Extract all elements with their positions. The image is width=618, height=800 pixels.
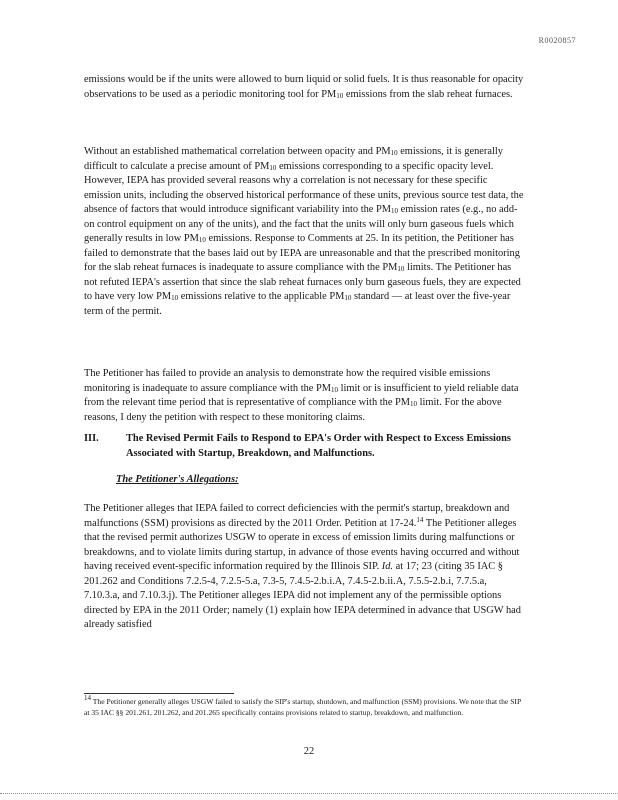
footnote xyxy=(84,694,524,718)
text-segment: The Petitioner has failed to provide an analysis to demonstrate how the required visible emissions monitoring is inadequate to assure compliance with the PM xyxy=(84,368,491,394)
text-segment: emissions from the slab reheat furnaces. xyxy=(343,88,513,100)
subheading: The Petitioner's Allegations: xyxy=(116,474,239,485)
pm-subscript: 10 xyxy=(269,163,277,172)
text-segment: limit. For the above reasons, I deny the petition with respect to these monitoring claims. xyxy=(84,397,502,423)
pm-subscript: 10 xyxy=(344,294,352,302)
footnote-marker: 14 xyxy=(84,694,91,702)
pm-subscript: 10 xyxy=(171,294,179,302)
text-segment: Without an established mathematical correlation between opacity and PM xyxy=(84,146,391,157)
scan-artifact-line xyxy=(0,793,618,794)
text-segment: emissions. Response to Comments at 25. In its petition, the Petitioner has failed to demonstrate that the bases laid out by IEPA are unreasonable and that the prescribed monitoring for the slab reheat furnaces is inadequate to assure compliance with the PM xyxy=(84,233,520,273)
text-segment: emission rates (e.g., no add-on control equipment on any of the units), and the fact that the units will only burn gaseous fuels which generally results in low PM xyxy=(84,204,518,244)
pm-subscript: 10 xyxy=(391,207,399,215)
pm-subscript: 10 xyxy=(397,265,405,273)
citation-id: Id. xyxy=(381,561,394,572)
text-segment: The Petitioner alleges that the revised permit authorizes USGW to operate in excess of emission limits during malfunctions or breakdowns, and to violate limits during startup, in advance of those events having occurred and without having received event-specific information required by the Illinois SIP. xyxy=(84,517,520,572)
pm-subscript: 10 xyxy=(390,149,398,157)
text-segment: limit or is insufficient to yield reliable data from the relevant time period that is representative of compliance with the PM xyxy=(84,382,519,408)
pm-subscript: 10 xyxy=(198,236,206,244)
text-segment: emissions would be if the units were allowed to burn liquid or solid fuels. It is thus reasonable for opacity observations to be used as a periodic monitoring tool for PM xyxy=(84,74,524,100)
text-segment: standard — at least over the five-year term of the permit. xyxy=(84,291,511,317)
text-segment: The Petitioner alleges that IEPA failed to correct deficiencies with the permit's startup, breakdown and malfunctions (SSM) provisions as directed by the 2011 Order. Petition at 17-24. xyxy=(84,503,510,529)
footnote-text: The Petitioner generally alleges USGW failed to satisfy the SIP's startup, shutdown, and malfunction (SSM) provisions. We note that the SIP at 35 IAC §§ 201.261, 201.262, and 201.265 specifically contains provisions related to startup, breakdown, and malfunction. xyxy=(84,697,521,717)
text-segment: emissions relative to the applicable PM xyxy=(178,291,345,302)
paragraph-4 xyxy=(84,502,524,633)
paragraph-1 xyxy=(84,73,524,102)
text-segment: emissions, it is generally difficult to calculate a precise amount of PM xyxy=(84,146,503,172)
paragraph-2 xyxy=(84,145,524,319)
pm-subscript: 10 xyxy=(331,385,339,394)
pm-subscript: 10 xyxy=(336,91,344,100)
section-number: III. xyxy=(84,433,99,444)
text-segment: at 17; 23 (citing 35 IAC § 201.262 and Conditions 7.2.5-4, 7.2.5-5.a, 7.3-5, 7.4.5-2.b.i.A, 7.4.5-2.b.ii.A, 7.5.5-2.b.i, 7.7.5.a, 7.10.3.a, and 7.10.3.j). The Petitioner alleges IEPA did not implement any of the permissible options directed by EPA in the 2011 Order; namely (1) explain how IEPA determined in advance that USGW had already satisfied xyxy=(84,561,521,630)
paragraph-3 xyxy=(84,367,524,425)
text-segment: emissions corresponding to a specific opacity level. However, IEPA has provided several reasons why a correlation is not necessary for these specific emission units, including the observed historical performance of these units, previous source test data, the absence of factors that would introduce significant variability into the PM xyxy=(84,160,524,215)
pm-subscript: 10 xyxy=(410,400,418,408)
bates-stamp: R0020857 xyxy=(538,36,576,45)
footnote-divider xyxy=(84,693,234,694)
text-segment: limits. The Petitioner has not refuted IEPA's assertion that since the slab reheat furnaces only burn gaseous fuels, they are expected to have very low PM xyxy=(84,262,521,302)
section-title: The Revised Permit Fails to Respond to EPA's Order with Respect to Excess Emissions Associated with Startup, Breakdown, and Malfunctions. xyxy=(126,433,511,459)
footnote-reference: 14 xyxy=(416,515,424,524)
page-number: 22 xyxy=(303,746,315,757)
